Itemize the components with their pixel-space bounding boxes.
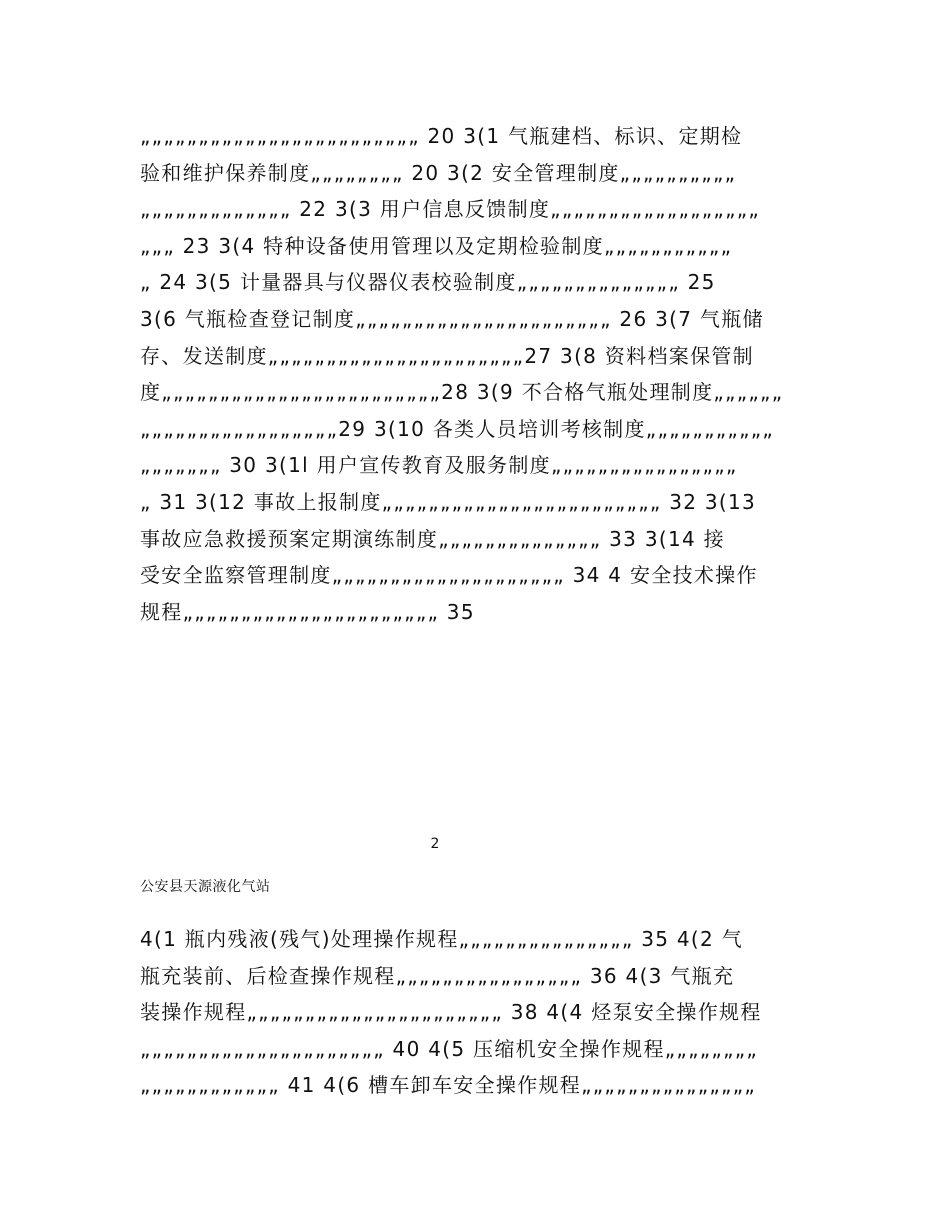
toc-line: 装操作规程„„„„„„„„„„„„„„„„„„„„„„ 38 4(4 烃泵安全操作规程 [140,1000,762,1025]
toc-line: 验和维护保养制度„„„„„„„„ 20 3(2 安全管理制度„„„„„„„„„„ [140,160,737,185]
toc-line: 受安全监察管理制度„„„„„„„„„„„„„„„„„„„„ 34 4 安全技术操作 [140,563,758,588]
toc-line: 4(1 瓶内残液(残气)处理操作规程„„„„„„„„„„„„„„„ 35 4(2 气 [140,927,744,951]
toc-section-2 [140,921,812,1104]
toc-line: „„„„„„„„„„„„„„„„„„„„„ 40 4(5 压缩机安全操作规程„„„„„„„„ [140,1036,759,1061]
toc-line: 存、发送制度„„„„„„„„„„„„„„„„„„„„„„27 3(8 资料档案保管制 [140,343,754,368]
toc-line: 度„„„„„„„„„„„„„„„„„„„„„„„„28 3(9 不合格气瓶处理制度„„„„„„ [140,380,784,405]
toc-line: 3(6 气瓶检查登记制度„„„„„„„„„„„„„„„„„„„„„„ 26 3(7 气瓶储 [140,306,764,331]
page-header: 公安县天源液化气站 [140,879,271,895]
toc-line: „ 31 3(12 事故上报制度„„„„„„„„„„„„„„„„„„„„„„„„ 32 3(13 [140,489,757,514]
toc-line: „ 24 3(5 计量器具与仪器仪表校验制度„„„„„„„„„„„„„„ 25 [140,270,716,295]
toc-line: 事故应急救援预案定期演练制度„„„„„„„„„„„„„„ 33 3(14 接 [140,526,725,551]
page-number: 2 [430,836,440,852]
toc-line: „„„„„„„„„„„„„„„„„„„„„„„„ 20 3(1 气瓶建档、标识、定期检 [140,124,743,148]
toc-line: „„„ 23 3(4 特种设备使用管理以及定期检验制度„„„„„„„„„„„ [140,233,733,258]
toc-line: 瓶充装前、后检查操作规程„„„„„„„„„„„„„„„„ 36 4(3 气瓶充 [140,963,735,988]
toc-line: „„„„„„„„„„„„„„„„„29 3(10 各类人员培训考核制度„„„„„„„„„„„ [140,416,775,441]
toc-line: 规程„„„„„„„„„„„„„„„„„„„„„„ 35 [140,599,475,624]
toc-line: „„„„„„„„„„„„ 41 4(6 槽车卸车安全操作规程„„„„„„„„„„„„„„„ [140,1073,757,1098]
toc-section-1 [140,118,812,630]
toc-line: „„„„„„„„„„„„„ 22 3(3 用户信息反馈制度„„„„„„„„„„„„„„„„„„ [140,197,761,222]
toc-line: „„„„„„„ 30 3(1l 用户宣传教育及服务制度„„„„„„„„„„„„„„„„ [140,453,738,478]
